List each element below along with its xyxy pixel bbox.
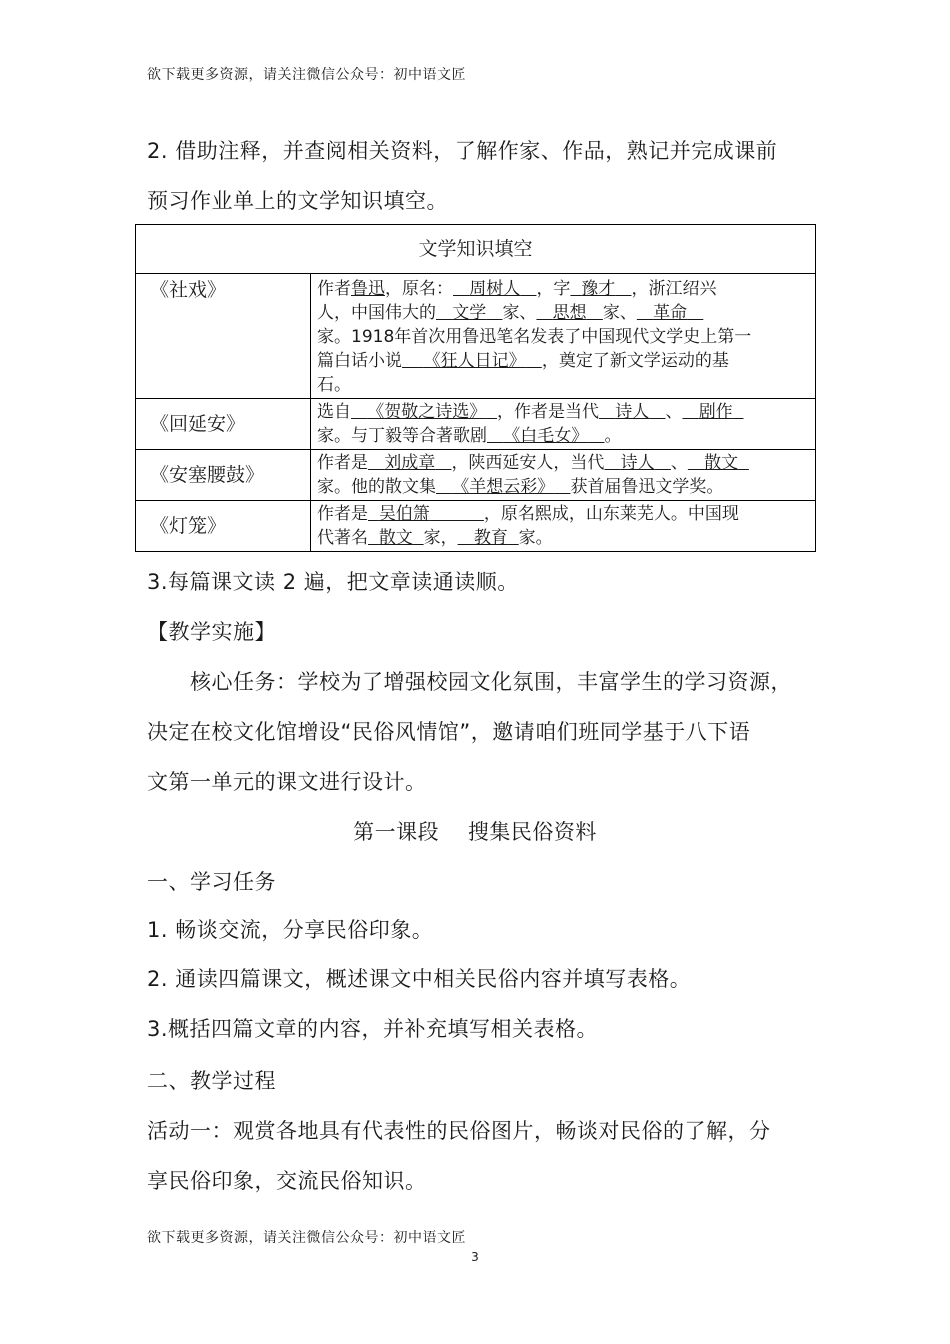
answer: 教育 (473, 528, 508, 548)
table-row (136, 501, 816, 552)
task-1: 1. 畅谈交流，分享民俗印象。 (147, 918, 434, 942)
intro-line-1: 2. 借助注释，并查阅相关资料，了解作家、作品，熟记并完成课前 (147, 139, 778, 163)
row-content: 作者是 刘成章 ，陕西延安人，当代 诗人 、 散文 家。他的散文集 《羊想云彩》 获首届鲁迅文学奖。 (311, 450, 816, 501)
row-content: 选自 《贺敬之诗选》 ，作者是当代 诗人 、 剧作 家。与丁毅等合著歌剧 《白毛女》 。 (311, 399, 816, 450)
work-title: 《社戏》 (136, 274, 311, 399)
core-task-line-3: 文第一单元的课文进行设计。 (147, 770, 427, 794)
activity-1-line-1: 活动一：观赏各地具有代表性的民俗图片，畅谈对民俗的了解，分 (147, 1119, 771, 1143)
answer: 革命 (653, 303, 688, 323)
page-header: 欲下载更多资源，请关注微信公众号：初中语文匠 (147, 67, 466, 83)
answer: 散文 (704, 453, 739, 473)
answer: 吴伯箫 (378, 504, 430, 524)
table-row (136, 399, 816, 450)
work-title: 《灯笼》 (136, 501, 311, 552)
table-row (136, 450, 816, 501)
answer: 文学 (452, 303, 487, 323)
answer: 《贺敬之诗选》 (367, 402, 487, 422)
answer: 《狂人日记》 (423, 351, 526, 371)
answer: 《白毛女》 (503, 426, 589, 446)
stage-title: 第一课段 搜集民俗资料 (353, 820, 597, 844)
core-task-line-2: 决定在校文化馆增设“民俗风情馆”，邀请咱们班同学基于八下语 (147, 720, 751, 744)
answer: 诗人 (615, 402, 650, 422)
answer: 思想 (552, 303, 587, 323)
page-footer: 欲下载更多资源，请关注微信公众号：初中语文匠 (147, 1230, 466, 1246)
process-heading: 二、教学过程 (147, 1069, 276, 1093)
work-title: 《回延安》 (136, 399, 311, 450)
row-content: 作者鲁迅，原名： 周树人 ，字 豫才 ，浙江绍兴 人，中国伟大的 文学 家、 思想 家、 革命 家。1918年首次用鲁迅笔名发表了中国现代文学史上第一 篇白话小说 《狂人日记》 ，奠定了新文学运动的基 石。 (311, 274, 816, 399)
row-content: 作者是 吴伯箫 ，原名熙成，山东莱芜人。中国现 代著名 散文 家， 教育 家。 (311, 501, 816, 552)
answer: 散文 (378, 528, 413, 548)
answer: 鲁迅 (351, 279, 385, 299)
table-row (136, 274, 816, 399)
work-title: 《安塞腰鼓》 (136, 450, 311, 501)
task-2: 2. 通读四篇课文，概述课文中相关民俗内容并填写表格。 (147, 967, 692, 991)
answer: 诗人 (620, 453, 655, 473)
task-3: 3.概括四篇文章的内容，并补充填写相关表格。 (147, 1017, 599, 1041)
core-task-line-1: 核心任务：学校为了增强校园文化氛围，丰富学生的学习资源， (190, 670, 792, 694)
answer: 《羊想云彩》 (452, 477, 555, 497)
table-title: 文学知识填空 (136, 225, 816, 274)
answer: 周树人 (469, 279, 521, 299)
literature-knowledge-table (135, 224, 816, 552)
section-teaching-implementation: 【教学实施】 (147, 620, 276, 644)
answer: 豫才 (581, 279, 616, 299)
activity-1-line-2: 享民俗印象，交流民俗知识。 (147, 1169, 427, 1193)
page-number: 3 (471, 1250, 479, 1264)
answer: 刘成章 (384, 453, 436, 473)
answer: 剧作 (698, 402, 733, 422)
intro-line-2: 预习作业单上的文学知识填空。 (147, 189, 448, 213)
tasks-heading: 一、学习任务 (147, 870, 276, 894)
instruction-3: 3.每篇课文读 2 遍，把文章读通读顺。 (147, 570, 519, 594)
